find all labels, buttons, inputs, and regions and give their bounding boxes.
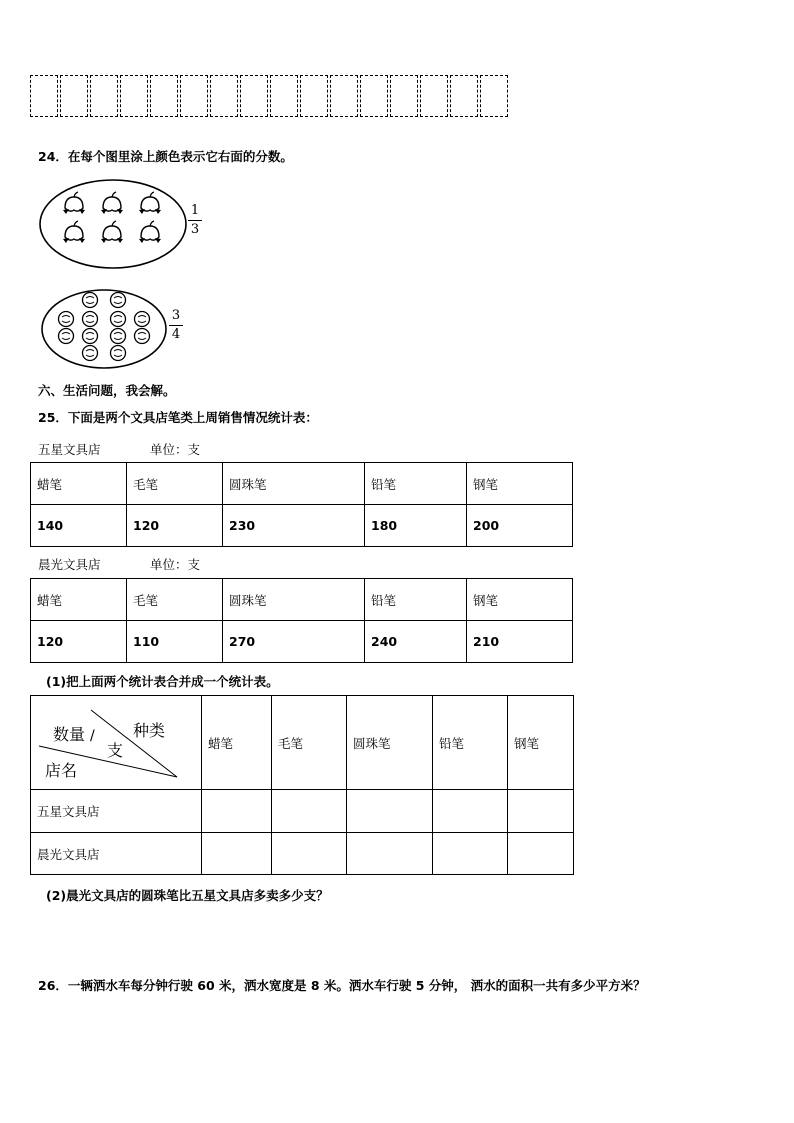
blank-cell <box>433 833 508 875</box>
grid-cell <box>180 75 208 117</box>
grid-cell <box>240 75 268 117</box>
apple-icon <box>83 329 98 344</box>
grid-cell <box>210 75 238 117</box>
header-cell: 蜡笔 <box>31 463 127 505</box>
combined-table <box>30 695 574 875</box>
store2-unit: 单位：支 <box>150 557 201 572</box>
corner-unit-label: 支 <box>107 741 124 760</box>
value-cell: 270 <box>223 621 365 663</box>
fraction-denominator: 4 <box>171 327 181 342</box>
grid-cell <box>270 75 298 117</box>
header-cell: 钢笔 <box>467 463 573 505</box>
header-cell: 毛笔 <box>127 579 223 621</box>
header-cell: 钢笔 <box>467 579 573 621</box>
fraction-numerator: 3 <box>171 308 181 323</box>
header-cell: 毛笔 <box>127 463 223 505</box>
store1-table <box>30 462 573 547</box>
value-cell: 140 <box>31 505 127 547</box>
header-cell: 铅笔 <box>365 463 467 505</box>
fraction-numerator: 1 <box>190 203 200 218</box>
apple-icon <box>59 329 74 344</box>
apple-icon <box>135 312 150 327</box>
grid-cell <box>60 75 88 117</box>
apple-icon <box>83 346 98 361</box>
corner-slash: / <box>90 728 95 744</box>
fraction-three-fourths <box>169 308 183 343</box>
grid-cell <box>360 75 388 117</box>
grid-cell <box>390 75 418 117</box>
apple-icon <box>83 293 98 308</box>
header-cell: 钢笔 <box>508 696 574 790</box>
header-cell: 圆珠笔 <box>223 579 365 621</box>
header-cell: 铅笔 <box>365 579 467 621</box>
grid-cell <box>330 75 358 117</box>
blank-cell <box>347 790 433 833</box>
peach-icon <box>63 192 85 214</box>
fraction-one-third <box>188 203 202 238</box>
grid-cell <box>450 75 478 117</box>
corner-kind-label: 种类 <box>133 721 166 740</box>
grid-cell <box>150 75 178 117</box>
answer-grid <box>30 75 510 117</box>
header-cell: 圆珠笔 <box>347 696 433 790</box>
row-label: 晨光文具店 <box>31 833 202 875</box>
header-cell: 蜡笔 <box>202 696 272 790</box>
corner-qty-label: 数量 <box>53 725 86 744</box>
peach-oval-figure <box>38 178 188 270</box>
store1-unit: 单位：支 <box>150 442 201 457</box>
grid-cell <box>300 75 328 117</box>
value-cell: 210 <box>467 621 573 663</box>
peach-icon <box>101 221 123 243</box>
value-cell: 230 <box>223 505 365 547</box>
sub-question-1: (1)把上面两个统计表合并成一个统计表。 <box>46 674 279 689</box>
blank-cell <box>508 790 574 833</box>
corner-cell <box>31 696 202 790</box>
grid-cell <box>480 75 508 117</box>
grid-cell <box>30 75 58 117</box>
apple-icon <box>111 346 126 361</box>
apple-oval-figure <box>40 288 168 370</box>
row-label: 五星文具店 <box>31 790 202 833</box>
blank-cell <box>202 790 272 833</box>
blank-cell <box>202 833 272 875</box>
grid-cell <box>90 75 118 117</box>
blank-cell <box>347 833 433 875</box>
blank-cell <box>508 833 574 875</box>
store1-name: 五星文具店 <box>38 442 101 457</box>
apple-icon <box>135 329 150 344</box>
value-cell: 120 <box>127 505 223 547</box>
blank-cell <box>272 790 347 833</box>
header-cell: 蜡笔 <box>31 579 127 621</box>
peach-icon <box>101 192 123 214</box>
peach-icon <box>139 192 161 214</box>
apple-icon <box>59 312 74 327</box>
apple-icon <box>111 312 126 327</box>
value-cell: 200 <box>467 505 573 547</box>
store2-table <box>30 578 573 663</box>
grid-cell <box>120 75 148 117</box>
peach-icon <box>139 221 161 243</box>
apple-icon <box>111 293 126 308</box>
question-25: 25．下面是两个文具店笔类上周销售情况统计表： <box>38 410 318 425</box>
header-cell: 铅笔 <box>433 696 508 790</box>
header-cell: 圆珠笔 <box>223 463 365 505</box>
corner-store-label: 店名 <box>45 761 78 780</box>
apple-icon <box>83 312 98 327</box>
section-six-title: 六、生活问题，我会解。 <box>38 383 176 398</box>
value-cell: 120 <box>31 621 127 663</box>
store2-name: 晨光文具店 <box>38 557 101 572</box>
value-cell: 180 <box>365 505 467 547</box>
value-cell: 240 <box>365 621 467 663</box>
value-cell: 110 <box>127 621 223 663</box>
apple-icon <box>111 329 126 344</box>
question-26: 26．一辆洒水车每分钟行驶 60 米，洒水宽度是 8 米。洒水车行驶 5 分钟， 洒水的面积一共有多少平方米？ <box>38 978 646 993</box>
header-cell: 毛笔 <box>272 696 347 790</box>
grid-cell <box>420 75 448 117</box>
blank-cell <box>272 833 347 875</box>
sub-question-2: (2)晨光文具店的圆珠笔比五星文具店多卖多少支？ <box>46 888 329 903</box>
question-24: 24．在每个图里涂上颜色表示它右面的分数。 <box>38 149 293 164</box>
fraction-denominator: 3 <box>190 222 200 237</box>
peach-icon <box>63 221 85 243</box>
blank-cell <box>433 790 508 833</box>
